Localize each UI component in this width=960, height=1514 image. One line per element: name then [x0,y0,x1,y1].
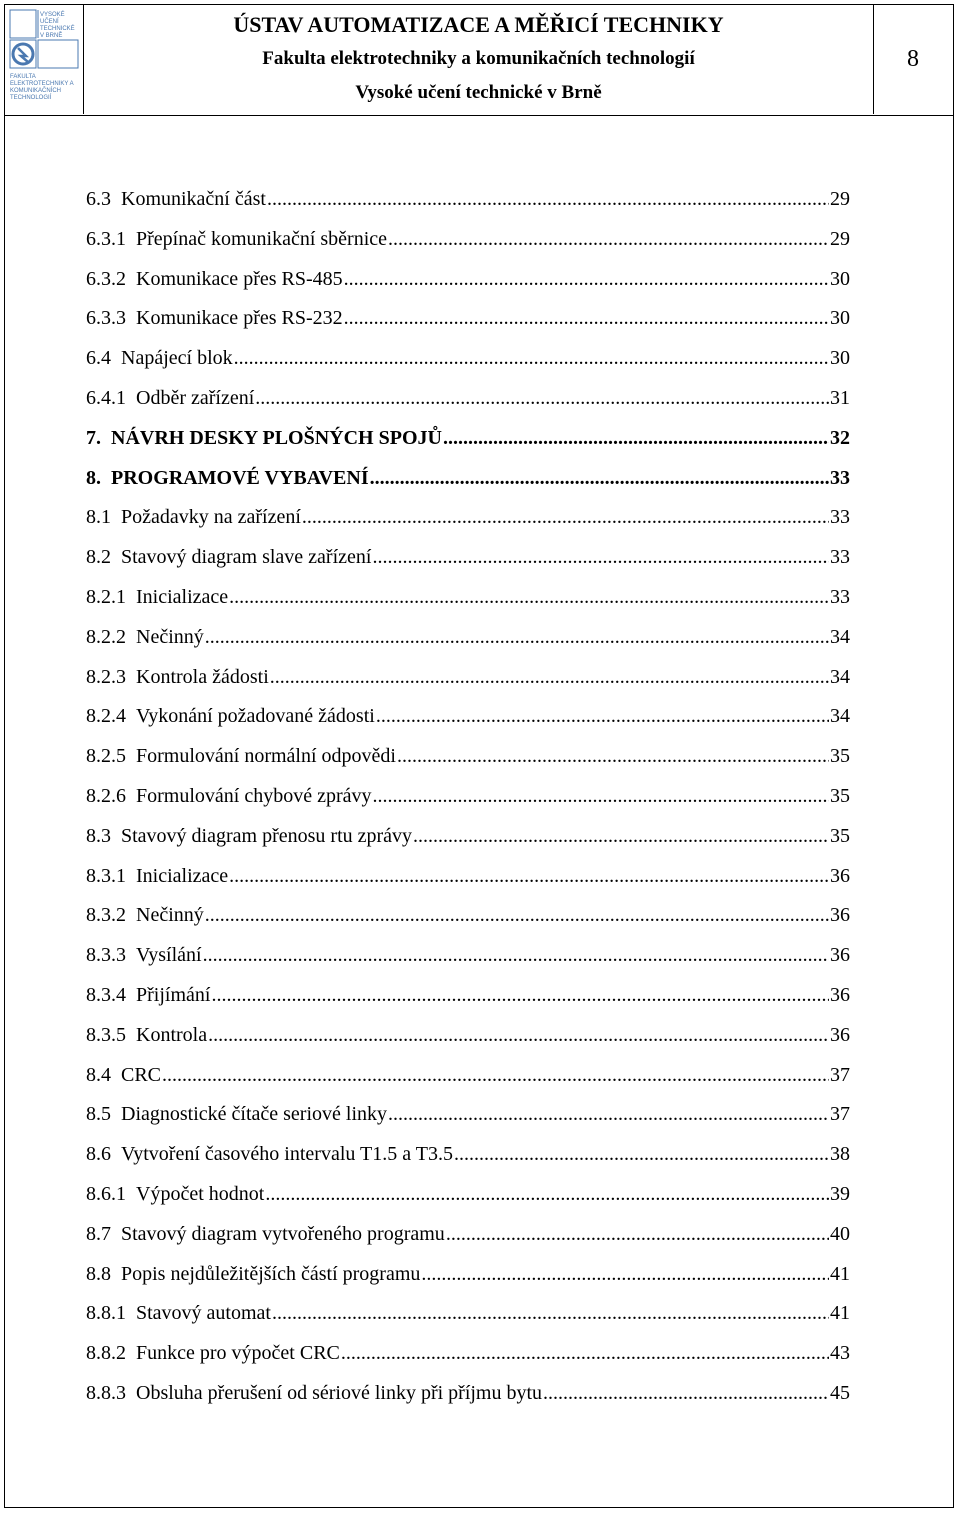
toc-entry-number: 6.4 [86,347,111,370]
toc-entry-page: 40 [830,1222,850,1245]
toc-entry-number: 8.3.3 [86,944,126,967]
toc-entry-number: 8.3.5 [86,1023,126,1046]
toc-entry-title: Napájecí blok [121,347,233,370]
toc-leader-dots [272,1302,829,1325]
toc-entry-title: PROGRAMOVÉ VYBAVENÍ [111,466,369,489]
university-title: Vysoké učení technické v Brně [355,82,602,103]
toc-entry[interactable] [86,1183,850,1223]
toc-entry-page: 34 [830,705,850,728]
toc-entry-title: Stavový diagram přenosu rtu zprávy [121,824,413,847]
toc-entry-number: 8.3.1 [86,864,126,887]
toc-entry[interactable] [86,387,850,427]
toc-entry-page: 30 [830,267,850,290]
toc-entry[interactable] [86,546,850,586]
toc-leader-dots [388,228,829,251]
toc-entry-number: 8.1 [86,506,111,529]
toc-entry-title: Komunikace přes RS-485 [136,267,343,290]
toc-entry-number: 8.3 [86,824,111,847]
toc-entry-title: Obsluha přerušení od sériové linky při příjmu bytu [136,1381,543,1404]
toc-entry[interactable] [86,1302,850,1342]
logo-bottom-text: FAKULTA ELEKTROTECHNIKY A KOMUNIKAČNÍCH TECHNOLOGIÍ [10,74,74,101]
toc-entry-number: 8.2 [86,546,111,569]
toc-leader-dots [205,904,829,927]
toc-entry[interactable] [86,745,850,785]
toc-entry[interactable] [86,865,850,905]
toc-leader-dots [229,586,829,609]
toc-entry-number: 8.2.5 [86,745,126,768]
toc-entry[interactable] [86,666,850,706]
toc-leader-dots [344,268,829,291]
toc-entry[interactable] [86,705,850,745]
toc-entry-title: Přepínač komunikační sběrnice [136,227,388,250]
toc-entry-number: 6.4.1 [86,386,126,409]
table-of-contents [86,188,850,1422]
toc-entry-number: 8.3.2 [86,904,126,927]
toc-entry[interactable] [86,904,850,944]
toc-entry[interactable] [86,1143,850,1183]
toc-entry-page: 39 [830,1182,850,1205]
toc-entry-number: 8.8 [86,1262,111,1285]
toc-entry[interactable] [86,1263,850,1303]
toc-leader-dots [446,1223,829,1246]
toc-leader-dots [211,984,829,1007]
toc-entry-title: Inicializace [136,585,229,608]
toc-entry-title: Stavový diagram slave zařízení [121,546,372,569]
toc-entry-number: 8.2.6 [86,784,126,807]
toc-entry[interactable] [86,586,850,626]
toc-entry-page: 41 [830,1302,850,1325]
toc-leader-dots [370,467,829,490]
toc-entry-page: 38 [830,1143,850,1166]
toc-entry[interactable] [86,427,850,467]
toc-entry-title: Stavový automat [136,1302,271,1325]
toc-entry-number: 8.7 [86,1222,111,1245]
toc-entry-page: 36 [830,944,850,967]
toc-leader-dots [344,307,829,330]
toc-leader-dots [265,1183,829,1206]
toc-entry-page: 35 [830,784,850,807]
toc-entry[interactable] [86,268,850,308]
toc-entry-title: Vysílání [136,944,202,967]
toc-entry-title: Přijímání [136,983,211,1006]
toc-entry[interactable] [86,1382,850,1422]
university-logo [4,4,84,114]
toc-entry-number: 8.8.3 [86,1381,126,1404]
toc-entry-title: Vykonání požadované žádosti [136,705,375,728]
toc-entry-title: NÁVRH DESKY PLOŠNÝCH SPOJŮ [111,426,442,449]
toc-entry[interactable] [86,188,850,228]
toc-entry-title: Formulování normální odpovědi [136,745,396,768]
toc-entry-number: 8.8.2 [86,1342,126,1365]
toc-entry[interactable] [86,347,850,387]
toc-entry-title: Stavový diagram vytvořeného programu [121,1222,445,1245]
toc-entry-number: 8.2.3 [86,665,126,688]
toc-entry-number: 6.3.2 [86,267,126,290]
toc-entry-page: 30 [830,347,850,370]
toc-entry-page: 41 [830,1262,850,1285]
toc-entry-title: Komunikační část [121,188,266,210]
toc-entry-number: 6.3.3 [86,307,126,330]
toc-entry-number: 8.8.1 [86,1302,126,1325]
toc-entry[interactable] [86,1103,850,1143]
toc-entry-page: 30 [830,307,850,330]
page-number: 8 [907,45,919,72]
toc-leader-dots [454,1143,829,1166]
toc-entry-number: 8.2.1 [86,585,126,608]
toc-entry[interactable] [86,626,850,666]
toc-entry-number: 8.4 [86,1063,111,1086]
toc-entry-number: 8.2.2 [86,625,126,648]
toc-entry[interactable] [86,984,850,1024]
toc-entry-title: Komunikace přes RS-232 [136,307,343,330]
toc-leader-dots [397,745,829,768]
toc-entry-page: 29 [830,227,850,250]
toc-entry[interactable] [86,307,850,347]
toc-leader-dots [373,785,830,808]
toc-entry-title: Požadavky na zařízení [121,506,301,529]
toc-entry-number: 8.3.4 [86,983,126,1006]
toc-entry-number: 8.6.1 [86,1182,126,1205]
toc-entry[interactable] [86,467,850,507]
toc-entry-page: 37 [830,1103,850,1126]
toc-entry[interactable] [86,1342,850,1382]
toc-leader-dots [421,1263,829,1286]
toc-entry-number: 8.2.4 [86,705,126,728]
toc-entry-page: 33 [830,546,850,569]
toc-leader-dots [388,1103,829,1126]
toc-entry[interactable] [86,1223,850,1263]
toc-leader-dots [229,865,829,888]
toc-leader-dots [162,1064,829,1087]
toc-entry-number: 6.3 [86,188,111,210]
toc-entry-page: 45 [830,1381,850,1404]
toc-entry-title: Formulování chybové zprávy [136,784,372,807]
toc-entry-number: 7. [86,426,101,449]
logo-top-text: VYSOKÉ UČENÍ TECHNICKÉ V BRNĚ [40,12,75,39]
toc-entry-number: 8.5 [86,1103,111,1126]
toc-entry[interactable] [86,228,850,268]
toc-leader-dots [270,666,829,689]
toc-entry-title: Kontrola [136,1023,208,1046]
toc-entry-title: Funkce pro výpočet CRC [136,1342,340,1365]
header-title-block [84,4,874,114]
toc-entry-page: 36 [830,904,850,927]
toc-entry-page: 33 [830,506,850,529]
toc-entry-title: Popis nejdůležitějších částí programu [121,1262,421,1285]
toc-entry-title: Výpočet hodnot [136,1182,265,1205]
toc-entry[interactable] [86,944,850,984]
toc-leader-dots [203,944,829,967]
toc-entry-number: 6.3.1 [86,227,126,250]
toc-entry-page: 36 [830,1023,850,1046]
toc-leader-dots [372,546,829,569]
toc-entry-title: Diagnostické čítače seriové linky [121,1103,388,1126]
toc-entry-page: 37 [830,1063,850,1086]
toc-entry-page: 43 [830,1342,850,1365]
toc-entry-title: CRC [121,1063,162,1086]
toc-entry-title: Vytvoření časového intervalu T1.5 a T3.5 [121,1143,453,1166]
toc-leader-dots [267,188,829,211]
toc-entry-number: 8. [86,466,101,489]
toc-leader-dots [255,387,829,410]
toc-entry[interactable] [86,1064,850,1104]
toc-entry-page: 36 [830,864,850,887]
toc-leader-dots [341,1342,829,1365]
toc-entry-page: 34 [830,665,850,688]
toc-leader-dots [205,626,829,649]
toc-entry-page: 35 [830,824,850,847]
toc-entry-title: Kontrola žádosti [136,665,269,688]
toc-entry-page: 31 [830,386,850,409]
page-header [4,4,954,116]
toc-entry-title: Inicializace [136,864,229,887]
toc-entry-page: 32 [830,426,850,449]
toc-entry-page: 35 [830,745,850,768]
toc-entry-page: 29 [830,188,850,210]
faculty-title: Fakulta elektrotechniky a komunikačních technologií [262,48,695,69]
toc-entry[interactable] [86,1024,850,1064]
toc-leader-dots [302,506,829,529]
toc-entry[interactable] [86,825,850,865]
toc-entry-page: 33 [830,585,850,608]
toc-entry-page: 33 [830,466,850,489]
toc-entry-title: Nečinný [136,904,204,927]
toc-entry[interactable] [86,506,850,546]
toc-leader-dots [208,1024,829,1047]
toc-entry-title: Odběr zařízení [136,386,255,409]
toc-leader-dots [443,427,829,450]
toc-entry-title: Nečinný [136,625,204,648]
toc-entry[interactable] [86,785,850,825]
toc-entry-page: 36 [830,983,850,1006]
toc-leader-dots [543,1382,829,1405]
toc-leader-dots [376,705,829,728]
toc-entry-number: 8.6 [86,1143,111,1166]
toc-leader-dots [413,825,829,848]
toc-entry-page: 34 [830,625,850,648]
institute-title: ÚSTAV AUTOMATIZACE A MĚŘICÍ TECHNIKY [233,12,724,37]
toc-leader-dots [234,347,829,370]
